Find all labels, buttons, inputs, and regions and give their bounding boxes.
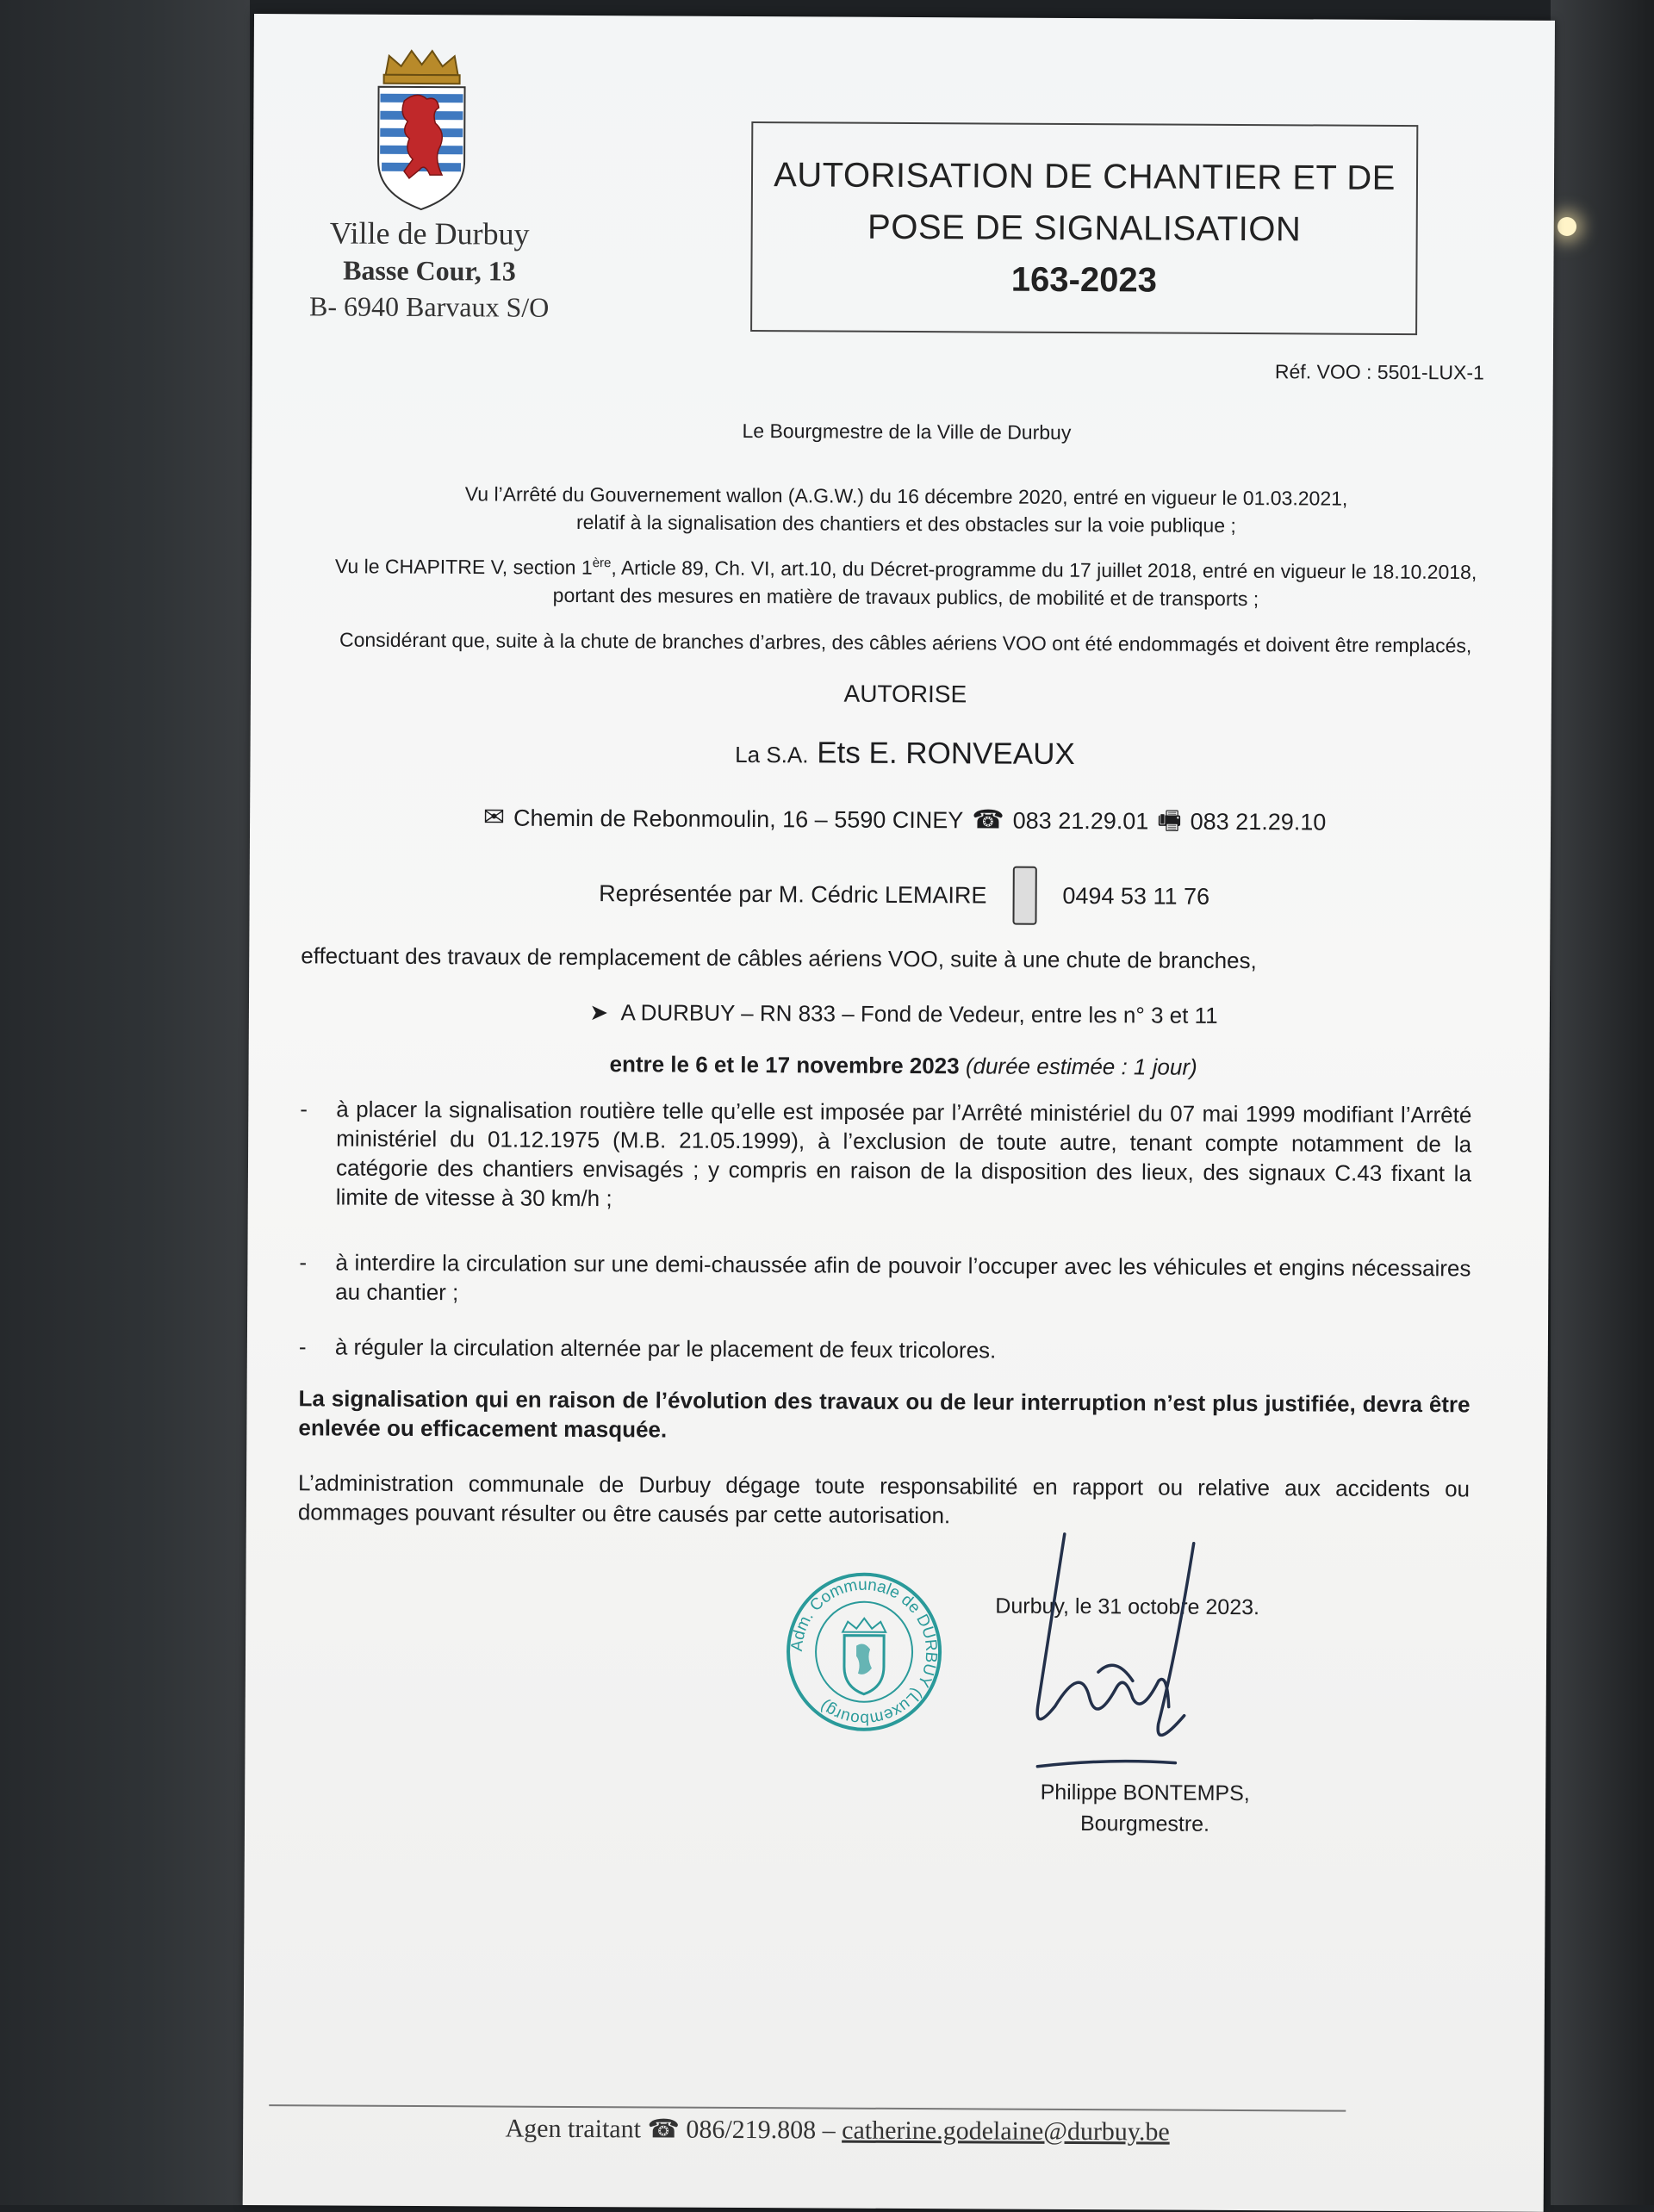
vu2-line2: portant des mesures en matière de travaux publics, de mobilité et de transports ; [552, 583, 1259, 610]
considerations-agw [303, 479, 1509, 540]
authorisation-number: 163-2023 [1010, 260, 1158, 300]
footer-contact: Agen traitant ☎ 086/219.808 – catherine.godelaine@durbuy.be [505, 2114, 1170, 2147]
representative-line [301, 862, 1507, 927]
works-location: ➤ A DURBUY – RN 833 – Fond de Vedeur, entre les n° 3 et 11 [589, 999, 1218, 1028]
document-page [243, 14, 1555, 2212]
works-description: effectuant des travaux de remplacement de câbles aériens VOO, suite à une chute de branches, [301, 942, 1257, 974]
background-left [0, 0, 250, 2205]
representative-name: Représentée par M. Cédric LEMAIRE [599, 880, 987, 909]
footer-divider [269, 2104, 1346, 2112]
authorise-verb: AUTORISE [843, 680, 967, 708]
light-reflection [1558, 217, 1576, 236]
company-name: Ets E. RONVEAUX [817, 736, 1075, 772]
stamp-text: Adm. Communale de DURBUY (Luxembourg) [787, 1575, 941, 1728]
representative-mobile: 0494 53 11 76 [1062, 882, 1210, 910]
city-address-line1: Basse Cour, 13 [343, 254, 516, 287]
company-fax: 083 21.29.10 [1190, 808, 1327, 836]
signature-place-date: Durbuy, le 31 octobre 2023. [995, 1594, 1260, 1620]
telephone-icon: ☎ [647, 2115, 680, 2144]
background-right [1551, 0, 1654, 2205]
footer-agent-label: Agen traitant [505, 2114, 642, 2144]
works-period [301, 1047, 1507, 1083]
condition-item: - à réguler la circulation alternée par le placement de feux tricolores. [298, 1333, 997, 1364]
mobile-phone-icon [1012, 867, 1036, 925]
city-address-block [287, 214, 572, 326]
company-prefix: La S.A. [735, 741, 809, 768]
company-contact-line [302, 799, 1508, 840]
title-line-1: AUTORISATION DE CHANTIER ET DE [774, 156, 1396, 197]
reference-number: Réf. VOO : 5501-LUX-1 [1274, 360, 1484, 384]
condition-item: - à interdire la circulation sur une demi-chaussée afin de pouvoir l’occuper avec les véhicules et engins nécessaires au chantier ; [299, 1249, 1471, 1306]
vu1-line2: relatif à la signalisation des chantiers et des obstacles sur la voie publique ; [575, 510, 1236, 537]
mail-icon: ✉ [482, 803, 506, 832]
considerant-line: Considérant que, suite à la chute de branches d’arbres, des câbles aériens VOO ont été endommagés et doivent être remplacés, [339, 628, 1472, 657]
signatory-block [1016, 1777, 1274, 1841]
footer-email-link[interactable]: catherine.godelaine@durbuy.be [842, 2116, 1170, 2147]
vu1-line1: Vu l’Arrêté du Gouvernement wallon (A.G.W.) du 16 décembre 2020, entré en vigueur le 01.03.2021, [464, 482, 1348, 510]
telephone-icon: ☎ [972, 805, 1004, 835]
document-title-box [750, 121, 1418, 335]
period-dates: entre le 6 et le 17 novembre 2023 [609, 1051, 960, 1079]
condition-item: - à placer la signalisation routière telle qu’elle est imposée par l’Arrêté ministériel du 07 mai 1999 modifiant l’Arrêté ministériel du 01.12.1975 (M.B. 21.05.1999), à l’exclusion de toute autre, tenant compte notamment de la catégorie des chantiers envisagés ; y compris en raison de la disposition des lieux, des signaux C.43 fixant la limite de vitesse à 30 km/h ; [300, 1096, 1472, 1212]
period-duration: (durée estimée : 1 jour) [965, 1053, 1197, 1080]
issuer-line: Le Bourgmestre de la Ville de Durbuy [742, 419, 1072, 444]
signatory-role: Bourgmestre. [1079, 1811, 1210, 1836]
signatory-name: Philippe BONTEMPS, [1040, 1780, 1250, 1806]
title-line-2: POSE DE SIGNALISATION [867, 208, 1302, 249]
footer-phone: 086/219.808 [686, 2115, 817, 2145]
considerations-decree [302, 548, 1508, 613]
vu2-line1: Vu le CHAPITRE V, section 1ère, Article 89, Ch. VI, art.10, du Décret-programme du 17 juillet 2018, entré en vigueur le 18.10.2018, [334, 555, 1477, 584]
municipal-stamp [784, 1571, 945, 1732]
company-phone: 083 21.29.01 [1012, 807, 1149, 835]
company-line [302, 730, 1508, 778]
city-address-line2: B- 6940 Barvaux S/O [309, 290, 550, 323]
arrow-bullet-icon: ➤ [589, 999, 621, 1026]
company-address: Chemin de Rebonmoulin, 16 – 5590 CINEY [513, 805, 964, 834]
liability-disclaimer: L’administration communale de Durbuy dégage toute responsabilité en rapport ou relative aux accidents ou dommages pouvant résulter ou être causés par cette autorisation. [297, 1469, 1471, 1529]
city-name: Ville de Durbuy [329, 215, 530, 252]
signalisation-notice: La signalisation qui en raison de l’évolution des travaux ou de leur interruption n’est plus justifiée, devra être enlevée ou efficacement masquée. [298, 1385, 1471, 1443]
fax-icon: 🖷 [1157, 806, 1182, 836]
city-crest-icon [370, 49, 474, 214]
